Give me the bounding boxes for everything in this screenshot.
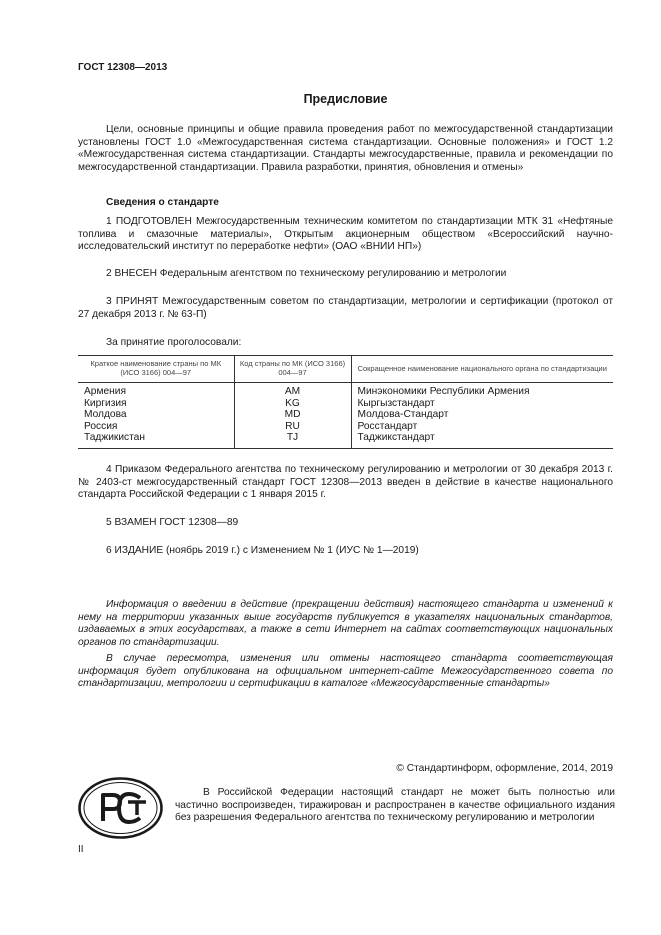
body-cell: Молдова-Стандарт	[351, 409, 613, 421]
voting-table	[78, 355, 613, 449]
item-4-paragraph: 4 Приказом Федерального агентства по техническому регулированию и метрологии от 30 декабря 2013 г. № 2403-ст межгосударственный стандарт ГОСТ 12308—2013 введен в действие в качестве национального стандарта Российской Федерации с 1 января 2015 г.	[78, 464, 613, 500]
body-cell: Таджикстандарт	[351, 432, 613, 448]
italic-note-revision: В случае пересмотра, изменения или отмены настоящего стандарта соответствующая информация будет опубликована на официальном интернет-сайте Межгосударственного совета по стандартизации, метрологии и сертификации в каталоге «Межгосударственные стандарты»	[78, 653, 613, 689]
section-heading: Сведения о стандарте	[106, 197, 219, 208]
column-header-code: Код страны по МК (ИСО 3166) 004—97	[234, 356, 351, 383]
table-row	[78, 409, 613, 421]
code-cell: RU	[234, 421, 351, 433]
column-header-country: Краткое наименование страны по МК (ИСО 3166) 004—97	[78, 356, 234, 383]
item-5-paragraph: 5 ВЗАМЕН ГОСТ 12308—89	[106, 517, 239, 528]
copyright-line: © Стандартинформ, оформление, 2014, 2019	[396, 763, 613, 774]
standard-designation: ГОСТ 12308—2013	[78, 62, 168, 73]
intro-paragraph: Цели, основные принципы и общие правила проведения работ по межгосударственной стандартизации установлены ГОСТ 1.0 «Межгосударственная система стандартизации. Основные положения» и ГОСТ 1.2 «Межгосударственная система стандартизации. Стандарты межгосударственные, правила и рекомендации по межгосударственной стандартизации. Правила разработки, принятия, обновления и отмены»	[78, 124, 613, 173]
table-header-row	[78, 356, 613, 383]
body-cell: Росстандарт	[351, 421, 613, 433]
column-header-body: Сокращенное наименование национального органа по стандартизации	[351, 356, 613, 383]
italic-note-introduction: Информация о введении в действие (прекращении действия) настоящего стандарта и изменений к нему на территории указанных выше государств публикуется в указателях национальных стандартов, издаваемых в этих государствах, а также в сети Интернет на сайтах соответствующих национальных органов по стандартизации.	[78, 599, 613, 648]
code-cell: KG	[234, 398, 351, 410]
table-row	[78, 432, 613, 448]
code-cell: AM	[234, 383, 351, 398]
item-1-paragraph: 1 ПОДГОТОВЛЕН Межгосударственным техническим комитетом по стандартизации МТК 31 «Нефтяные топлива и смазочные материалы», Открытым акционерным обществом «Всероссийский научно-исследовательский институт по переработке нефти» (ОАО «ВНИИ НП»)	[78, 216, 613, 252]
rst-certification-mark-icon	[78, 777, 163, 839]
country-cell: Россия	[84, 420, 118, 432]
item-2-paragraph: 2 ВНЕСЕН Федеральным агентством по техническому регулированию и метрологии	[106, 268, 507, 279]
code-cell: MD	[234, 409, 351, 421]
country-cell: Армения	[84, 386, 126, 397]
page-number: II	[78, 844, 84, 855]
table-row	[78, 421, 613, 433]
code-cell: TJ	[234, 432, 351, 448]
table-row	[78, 398, 613, 410]
body-cell: Минэкономики Республики Армения	[351, 383, 613, 398]
country-cell: Киргизия	[84, 397, 127, 409]
item-6-paragraph: 6 ИЗДАНИЕ (ноябрь 2019 г.) с Изменением № 1 (ИУС № 1—2019)	[106, 545, 419, 556]
reproduction-notice: В Российской Федерации настоящий стандарт не может быть полностью или частично воспроизведен, тиражирован и распространен в качестве официального издания без разрешения Федерального агентства по техническому регулированию и метрологии	[175, 787, 615, 823]
item-3-paragraph: 3 ПРИНЯТ Межгосударственным советом по стандартизации, метрологии и сертификации (протокол от 27 декабря 2013 г. № 63-П)	[78, 296, 613, 320]
table-row	[78, 383, 613, 398]
body-cell: Кыргызстандарт	[351, 398, 613, 410]
country-cell: Молдова	[84, 409, 127, 420]
vote-intro: За принятие проголосовали:	[106, 337, 242, 348]
country-cell: Таджикистан	[84, 432, 145, 443]
page-title: Предисловие	[303, 92, 388, 106]
